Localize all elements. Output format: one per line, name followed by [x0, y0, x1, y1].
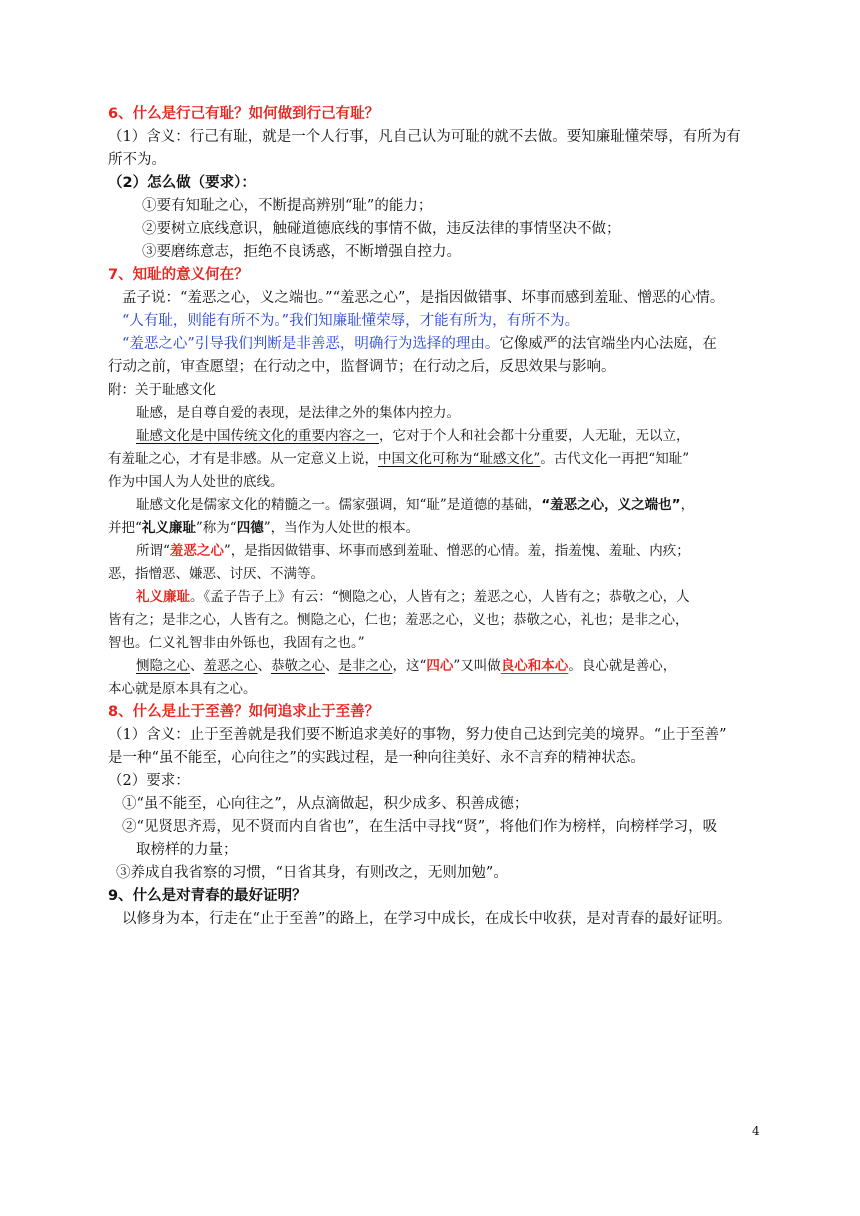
- attachment-line-7: [136, 541, 690, 561]
- q6-how-item-1: ①要有知耻之心，不断提高辨别“耻”的能力；: [142, 198, 433, 214]
- text-span: 耻感文化是儒家文化的精髓之一。儒家强调，知“耻”是道德的基础，: [136, 497, 542, 513]
- text-span: 有羞耻之心，才有是非感。从一定意义上说，: [108, 451, 378, 467]
- attachment-line-13: 本心就是原本具有之心。: [108, 681, 257, 697]
- attachment-line-2: [136, 426, 690, 446]
- underlined-phrase: 是非之心: [338, 658, 393, 674]
- q9-heading: 9、什么是对青春的最好证明？: [108, 888, 307, 904]
- underlined-phrase: 耻感文化是中国传统文化的重要内容之一: [136, 428, 379, 444]
- attachment-line-4: 作为中国人为人处世的底线。: [108, 474, 284, 490]
- red-term: 四心: [426, 658, 454, 674]
- attachment-line-12: [136, 656, 676, 676]
- text-span: ”称为“: [195, 520, 237, 536]
- attachment-line-8: 恶，指憎恶、嫌恶、讨厌、不满等。: [108, 566, 324, 582]
- underlined-phrase: 中国文化可称为“耻感文化”: [378, 451, 541, 467]
- bold-term: 四德: [236, 520, 264, 536]
- text-span: ，: [680, 497, 695, 513]
- q8-requirements-heading: （2）要求：: [108, 773, 190, 789]
- q7-paragraph-3-line1: [122, 334, 717, 354]
- red-term: 礼义廉耻: [136, 589, 190, 605]
- q7-highlight: “羞恶之心”引导我们判断是非善恶，明确行为选择的理由。: [122, 336, 500, 352]
- text-span: ”，当作为人处世的根本。: [263, 520, 420, 536]
- q7-paragraph-3-line2: 行动之前，审查愿望；在行动之中，监督调节；在行动之后，反思效果与影响。: [108, 359, 616, 375]
- q6-meaning-line1: （1）含义：行己有耻，就是一个人行事，凡自己认为可耻的就不去做。要知廉耻懂荣辱，有所为有: [108, 129, 741, 145]
- underlined-phrase: 恭敬之心: [271, 658, 325, 674]
- text-span: 。良心就是善心，: [568, 658, 677, 674]
- q9-paragraph: 以修身为本，行走在“止于至善”的路上，在学习中成长，在成长中收获，是对青春的最好证明。: [122, 911, 732, 927]
- attachment-title: 附：关于耻感文化: [108, 382, 216, 398]
- q6-how-heading: （2）怎么做（要求）：: [108, 175, 256, 191]
- q8-meaning-line2: 是一种“虽不能至，心向往之”的实践过程，是一种向往美好、永不言弃的精神状态。: [108, 750, 645, 766]
- text-span: 。《孟子告子上》有云：“恻隐之心，人皆有之；羞恶之心，人皆有之；恭敬之心，人: [190, 589, 690, 605]
- q7-paragraph-2: “人有耻，则能有所不为。”我们知廉耻懂荣辱，才能有所为，有所不为。: [122, 313, 580, 329]
- page-number: 4: [752, 1124, 760, 1138]
- attachment-line-11: 智也。仁义礼智非由外铄也，我固有之也。”: [108, 635, 365, 651]
- text-span: ”又叫做: [453, 658, 501, 674]
- q8-meaning-line1: （1）含义：止于至善就是我们要不断追求美好的事物，努力使自己达到完美的境界。“止于至善”: [108, 727, 727, 743]
- attachment-line-3: [108, 449, 689, 469]
- q6-how-item-3: ③要磨练意志，拒绝不良诱惑，不断增强自控力。: [142, 244, 461, 260]
- attachment-line-5: [136, 495, 694, 515]
- attachment-line-10: 皆有之；是非之心，人皆有之。恻隐之心，仁也；羞恶之心，义也；恭敬之心，礼也；是非之心，: [108, 612, 689, 628]
- q8-heading: 8、什么是止于至善？如何追求止于至善？: [108, 704, 380, 720]
- q8-requirement-2-line2: 取榜样的力量；: [136, 842, 238, 858]
- text-span: ，这“: [392, 658, 427, 674]
- bold-term: 礼义廉耻: [141, 520, 196, 536]
- q8-requirement-2-line1: ②“见贤思齐焉，见不贤而内自省也”，在生活中寻找“贤”，将他们作为榜样，向榜样学习，吸: [122, 819, 718, 835]
- attachment-line-1: 耻感，是自尊自爱的表现，是法律之外的集体内控力。: [136, 405, 460, 421]
- text-span: ，它对于个人和社会都十分重要，人无耻，无以立，: [379, 428, 690, 444]
- text-span: 、: [257, 658, 271, 674]
- q7-paragraph-1: 孟子说：“羞恶之心，义之端也。”“羞恶之心”，是指因做错事、坏事而感到羞耻、憎恶的心情。: [122, 290, 725, 306]
- underlined-phrase: 恻隐之心: [136, 658, 190, 674]
- text-span: 所谓“: [136, 543, 170, 559]
- q6-heading: 6、什么是行己有耻？如何做到行己有耻？: [108, 106, 380, 122]
- q7-p3-rest: 它像威严的法官端坐内心法庭，在: [499, 336, 717, 352]
- q6-how-item-2: ②要树立底线意识，触碰道德底线的事情不做，违反法律的事情坚决不做；: [142, 221, 621, 237]
- underlined-phrase: 羞恶之心: [203, 658, 258, 674]
- red-term: 羞恶之心: [169, 543, 224, 559]
- q7-heading: 7、知耻的意义何在？: [108, 267, 249, 283]
- text-span: 、: [325, 658, 339, 674]
- q8-requirement-3: ③养成自我省察的习惯，“日省其身，有则改之，无则加勉”。: [116, 865, 508, 881]
- attachment-line-9: [136, 587, 690, 607]
- text-span: 并把“: [108, 520, 142, 536]
- attachment-line-6: [108, 518, 419, 538]
- q6-meaning-line2: 所不为。: [108, 152, 166, 168]
- bold-quote: “羞恶之心，义之端也”: [541, 497, 681, 513]
- text-span: 。古代文化一再把“知耻”: [540, 451, 690, 467]
- text-span: ”，是指因做错事、坏事而感到羞耻、憎恶的心情。羞，指羞愧、羞耻、内疚；: [223, 543, 690, 559]
- text-span: 、: [190, 658, 204, 674]
- red-underlined-term: 良心和本心: [500, 658, 569, 674]
- q8-requirement-1: ①“虽不能至，心向往之”，从点滴做起，积少成多、积善成德；: [122, 796, 529, 812]
